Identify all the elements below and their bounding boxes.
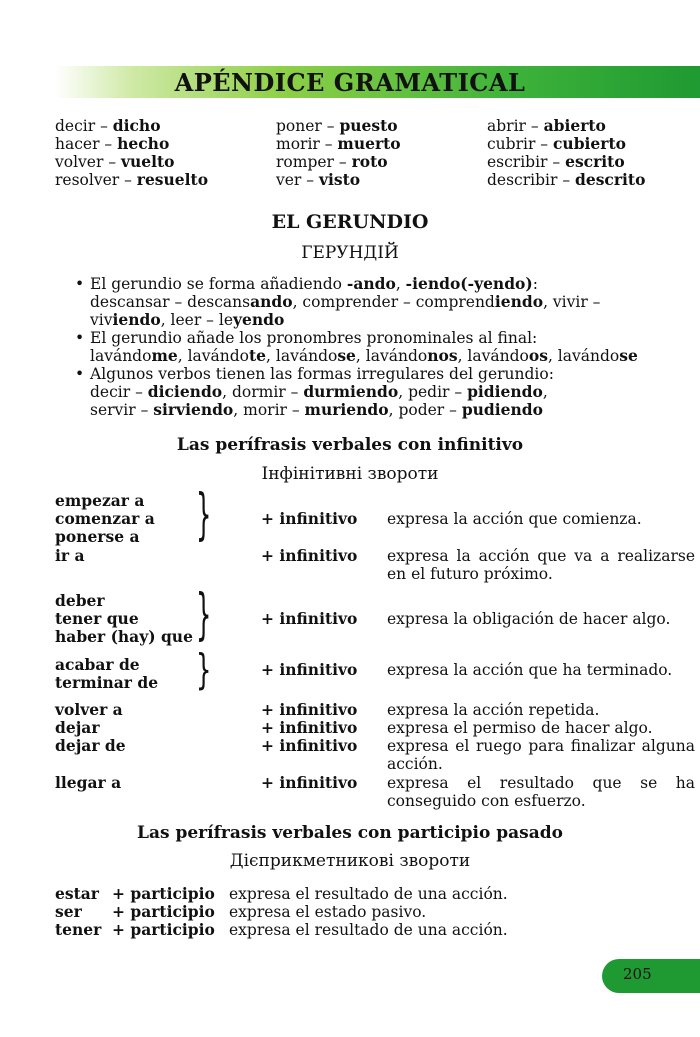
gerund-title: EL GERUNDIO bbox=[271, 211, 429, 233]
participle-entry: volver – vuelto bbox=[55, 152, 175, 171]
infinitive-section-subtitle: Інфінітивні звороти bbox=[261, 464, 439, 484]
participle-column-2 bbox=[276, 117, 401, 189]
participle-entry: hacer – hecho bbox=[55, 134, 170, 153]
participle-entry: romper – roto bbox=[276, 152, 388, 171]
participle-section-title: Las perífrasis verbales con participio pasado bbox=[137, 823, 563, 843]
brace-icon: } bbox=[196, 483, 212, 547]
brace-icon: } bbox=[196, 646, 212, 695]
list-item: • El gerundio añade los pronombres pronominales al final: lavándome, lavándote, lavándose, lavándonos, lavándoos, lavándose bbox=[75, 329, 675, 365]
participle-column-1 bbox=[55, 117, 208, 189]
infinitive-section-title: Las perífrasis verbales con infinitivo bbox=[176, 435, 524, 455]
participle-entry: abrir – abierto bbox=[487, 116, 606, 135]
participle-column-3 bbox=[487, 117, 645, 189]
page-number: 205 bbox=[623, 965, 652, 983]
irregular-examples: decir – diciendo, dormir – durmiendo, pedir – pidiendo, bbox=[90, 382, 548, 401]
list-item: • El gerundio se forma añadiendo -ando, -iendo(-yendo): descansar – descansando, comprender – comprendiendo, vivir – viviendo, leer – leyendo bbox=[75, 275, 675, 329]
irregular-examples: servir – sirviendo, morir – muriendo, poder – pudiendo bbox=[90, 400, 543, 419]
participle-entry: decir – dicho bbox=[55, 116, 161, 135]
gerund-examples: descansar – descansando, comprender – comprendiendo, vivir – viviendo, leer – leyendo bbox=[90, 292, 601, 329]
participle-entry: poner – puesto bbox=[276, 116, 398, 135]
participle-section-subtitle: Дієприкметникові звороти bbox=[229, 851, 471, 871]
gerund-subtitle: ГЕРУНДІЙ bbox=[301, 243, 399, 263]
gerund-rules-list bbox=[75, 275, 675, 419]
pronoun-examples: lavándome, lavándote, lavándose, lavándonos, lavándoos, lavándose bbox=[90, 346, 638, 365]
brace-icon: } bbox=[196, 583, 212, 647]
participle-entry: resolver – resuelto bbox=[55, 170, 209, 189]
participle-entry: ver – visto bbox=[276, 170, 361, 189]
page-header-title: APÉNDICE GRAMATICAL bbox=[174, 68, 526, 97]
participle-entry: cubrir – cubierto bbox=[487, 134, 626, 153]
participle-entry: escribir – escrito bbox=[487, 152, 625, 171]
list-item: • Algunos verbos tienen las formas irregulares del gerundio: decir – diciendo, dormir – durmiendo, pedir – pidiendo, servir – sirviendo, morir – muriendo, poder – pudiendo bbox=[75, 365, 675, 419]
participle-entry: describir – descrito bbox=[487, 170, 646, 189]
participle-entry: morir – muerto bbox=[276, 134, 401, 153]
